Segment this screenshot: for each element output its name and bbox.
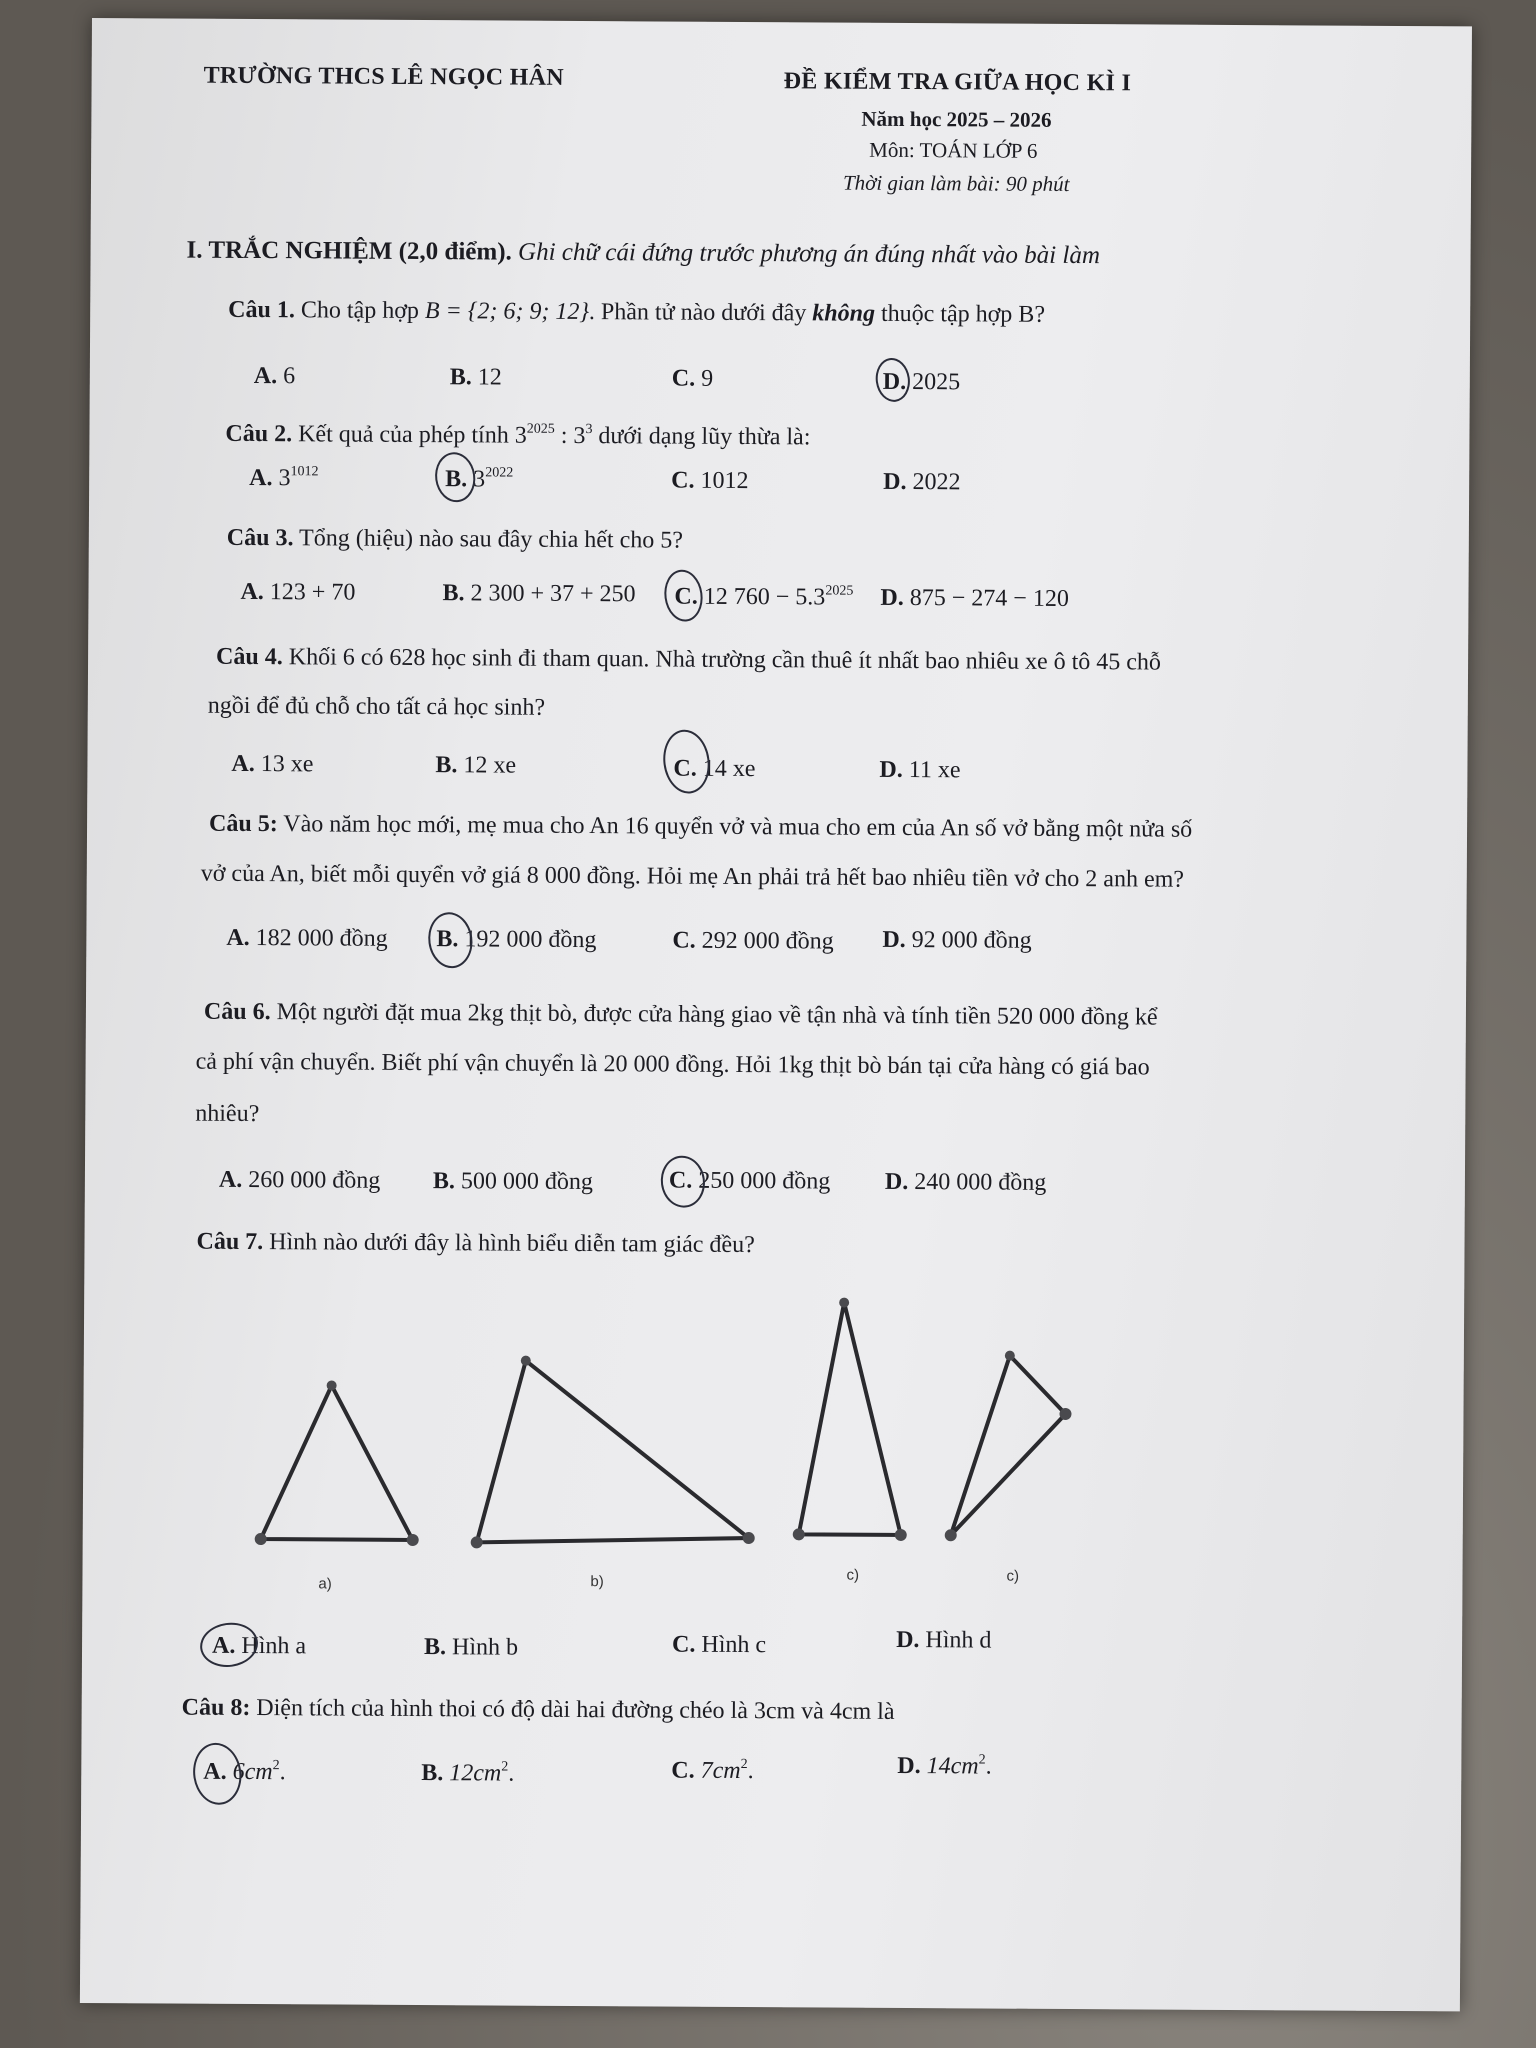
section-instruction: Ghi chữ cái đứng trước phương án đúng nhất vào bài làm [517,238,1101,270]
question-text: Một người đặt mua 2kg thịt bò, được cửa hàng giao về tận nhà và tính tiền 520 000 đồng kể [276,999,1158,1031]
figure-label-c: c) [846,1566,860,1584]
option-c: C. Hình c [671,1631,767,1659]
emphasis-word: không [812,300,876,327]
option-b: B. 500 000 đồng [432,1168,593,1196]
option-d: D. 11 xe [879,756,961,784]
option-c: C. 292 000 đồng [672,927,834,955]
answer-circle [189,1740,245,1808]
exam-title: ĐỀ KIỂM TRA GIỮA HỌC KÌ I [783,68,1132,97]
question-text: thuộc tập hợp B? [880,300,1046,328]
option-a: A. 182 000 đồng [226,924,388,952]
option-c: C. 14 xe [673,755,756,783]
question-text: dưới dạng lũy thừa là: [598,423,811,451]
option-d: D. 2022 [883,468,961,496]
option-b: B. $12cm^2$. [421,1759,515,1787]
option-d: D. 875 − 274 − 120 [880,584,1069,612]
answer-circle [197,1619,260,1670]
option-a: A. 13 xe [231,750,314,778]
question-text: Kết quả của phép tính [298,421,509,449]
figure-label-b: b) [590,1573,604,1591]
triangle-c [799,1302,902,1535]
question-label: Câu 4. [216,643,283,671]
question-label: Câu 5: [209,810,278,838]
option-a: A. $3^{1012}$ [249,464,319,492]
question-text: . Phần tử nào dưới đây [588,299,807,327]
question-text: Vào năm học mới, mẹ mua cho An 16 quyển vở và mua cho em của An số vở bằng một nửa số [283,811,1193,843]
question-text: Tổng (hiệu) nào sau đây chia hết cho 5? [299,525,684,554]
option-b: B. 192 000 đồng [436,926,597,954]
option-b: B. Hình b [423,1634,519,1661]
triangle-figures [82,18,1472,1626]
figure-label-a: a) [318,1575,332,1593]
option-d: D. $14cm^2$. [897,1752,992,1780]
school-name: TRƯỜNG THCS LÊ NGỌC HÂN [203,62,565,91]
set-formula: B = {2; 6; 9; 12} [424,298,590,326]
question-8 [182,1695,895,1726]
exam-time: Thời gian làm bài: 90 phút [842,170,1070,196]
question-6-line2: cả phí vận chuyển. Biết phí vận chuyển là 20 000 đồng. Hỏi 1kg thịt bò bán tại cửa hàng có giá bao [195,1048,1150,1081]
option-d: D. 92 000 đồng [882,926,1032,954]
option-d: D. 240 000 đồng [884,1168,1047,1196]
triangle-b [477,1360,750,1544]
option-a: A. $6cm^2$. [203,1758,286,1786]
option-b: B. 2 300 + 37 + 250 [442,580,636,608]
subject: Môn: TOÁN LỚP 6 [869,137,1038,163]
question-text: Diện tích của hình thoi có độ dài hai đường chéo là 3cm và 4cm là [256,1695,895,1725]
question-label: Câu 2. [225,420,293,448]
question-5-line2: vở của An, biết mỗi quyển vở giá 8 000 đồng. Hỏi mẹ An phải trả hết bao nhiêu tiền vở cho 2 anh em? [200,860,1185,893]
triangle-d [951,1355,1066,1536]
question-label: Câu 6. [203,998,271,1026]
question-6-line3: nhiêu? [195,1100,260,1128]
option-c: C. 9 [671,365,714,392]
triangle-a [261,1385,414,1540]
school-year: Năm học 2025 – 2026 [861,106,1052,132]
option-b: B. $3^{2022}$ [445,465,514,493]
option-b: B. 12 [449,364,502,391]
option-c: C. 12 $760 - 5.3^{2025}$ [674,583,854,611]
option-b: B. 12 xe [435,752,517,779]
question-text: Hình nào dưới đây là hình biểu diễn tam giác đều? [269,1229,755,1259]
figure-label-d: c) [1006,1567,1020,1585]
option-c: C. 250 000 đồng [668,1167,831,1195]
option-c: C. $7cm^2$. [671,1756,754,1785]
question-label: Câu 1. [228,296,295,324]
question-text: Khối 6 có 628 học sinh đi tham quan. Nhà trường cần thuê ít nhất bao nhiêu xe ô tô 45 chỗ [288,644,1162,676]
question-label: Câu 7. [196,1228,264,1256]
question-text: Cho tập hợp [300,297,420,325]
option-d: D. Hình d [896,1626,992,1654]
option-a: A. 260 000 đồng [218,1166,381,1194]
option-a: A. Hình a [211,1632,307,1660]
question-4-line2: ngồi để đủ chỗ cho tất cả học sinh? [207,692,546,721]
option-a: A. 123 + 70 [240,578,356,606]
option-d: D. 2025 [882,368,961,396]
option-a: A. 6 [253,362,296,390]
section-title: I. TRẮC NGHIỆM (2,0 điểm). [186,236,512,266]
question-label: Câu 3. [226,524,294,552]
question-2: Câu 2. Kết quả của phép tính $3^{2025}$ : $3^3$ dưới dạng lũy thừa là: [225,420,811,451]
exam-sheet [80,18,1472,2011]
option-c: C. 1012 [671,467,749,495]
question-label: Câu 8: [181,1694,251,1721]
